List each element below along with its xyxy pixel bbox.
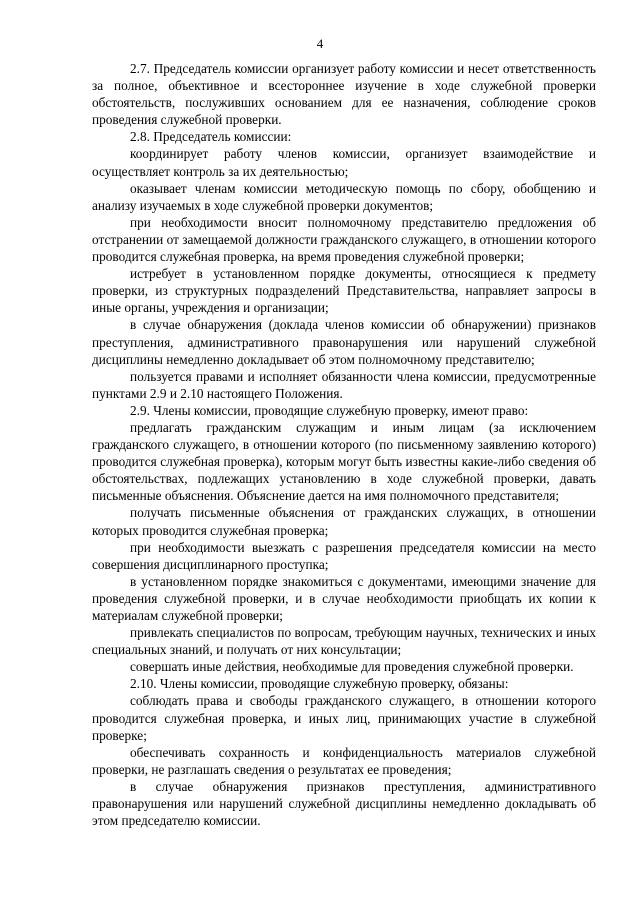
- paragraph-2-9-visit-site: при необходимости выезжать с разрешения председателя комиссии на место совершения дисциплинарного проступка;: [92, 539, 596, 572]
- paragraph-2-8-heading: 2.8. Председатель комиссии:: [130, 129, 292, 145]
- paragraph-2-10-report-chair: в случае обнаружения признаков преступления, административного правонарушения или нарушений служебной дисциплины немедленно докладывать об этом председателю комиссии.: [92, 778, 596, 829]
- paragraph-2-10-respect-rights: соблюдать права и свободы гражданского служащего, в отношении которого проводится служебная проверка, и иных лиц, принимающих участие в служебной проверке;: [92, 693, 596, 743]
- paragraph-2-9-explanations: предлагать гражданским служащим и иным лицам (за исключением гражданского служащего, в отношении которого (по письменному заявлению которого) проводится служебная проверка), которым могут быть известны какие-либо сведения об обстоятельствах, подлежащих установлению в ходе служебной проверки, давать письменные объяснения. Объяснение дается на имя полномочного представителя;: [92, 419, 596, 504]
- paragraph-2-8-member-rights: пользуется правами и исполняет обязанности члена комиссии, предусмотренные пунктами 2.9 и 2.10 настоящего Положения.: [92, 368, 596, 401]
- paragraph-2-8-suspension: при необходимости вносит полномочному представителю предложения об отстранении от замещаемой должности гражданского служащего, в отношении которого проводится служебная проверка, на время проведения служебной проверки;: [92, 214, 596, 265]
- document-body: [92, 60, 596, 829]
- paragraph-2-9-heading: 2.9. Члены комиссии, проводящие служебную проверку, имеют право:: [130, 402, 529, 418]
- paragraph-2-9-other-actions: совершать иные действия, необходимые для проведения служебной проверки.: [130, 659, 574, 675]
- paragraph-2-7: 2.7. Председатель комиссии организует работу комиссии и несет ответственность за полное, объективное и всестороннее изучение в ходе служебной проверки обстоятельств, послуживших основанием для ее назначения, соблюдение сроков проведения служебной проверки.: [92, 61, 596, 128]
- paragraph-2-9-receive-explanations: получать письменные объяснения от гражданских служащих, в отношении которых проводится служебная проверка;: [92, 505, 596, 538]
- paragraph-2-8-coordinate: координирует работу членов комиссии, организует взаимодействие и осуществляет контроль за их деятельностью;: [92, 146, 596, 179]
- paragraph-2-9-specialists: привлекать специалистов по вопросам, требующим научных, технических и иных специальных знаний, и получать от них консультации;: [92, 625, 596, 658]
- paragraph-2-8-report-violations: в случае обнаружения (доклада членов комиссии об обнаружении) признаков преступления, административного правонарушения или нарушений служебной дисциплины немедленно докладывает об этом полномочному представителю;: [92, 317, 596, 367]
- page-number: 4: [316, 36, 324, 51]
- paragraph-2-8-methodical-help: оказывает членам комиссии методическую помощь по сбору, обобщению и анализу изучаемых в ходе служебной проверки документов;: [92, 180, 596, 213]
- paragraph-2-10-confidentiality: обеспечивать сохранность и конфиденциальность материалов служебной проверки, не разглашать сведения о результатах ее проведения;: [92, 744, 596, 777]
- paragraph-2-9-review-documents: в установленном порядке знакомиться с документами, имеющими значение для проведения служебной проверки, и в случае необходимости приобщать их копии к материалам служебной проверки;: [92, 573, 596, 623]
- paragraph-2-8-request-documents: истребует в установленном порядке документы, относящиеся к предмету проверки, из структурных подразделений Представительства, направляет запросы в иные органы, учреждения и организации;: [92, 266, 596, 316]
- paragraph-2-10-heading: 2.10. Члены комиссии, проводящие служебную проверку, обязаны:: [130, 676, 509, 692]
